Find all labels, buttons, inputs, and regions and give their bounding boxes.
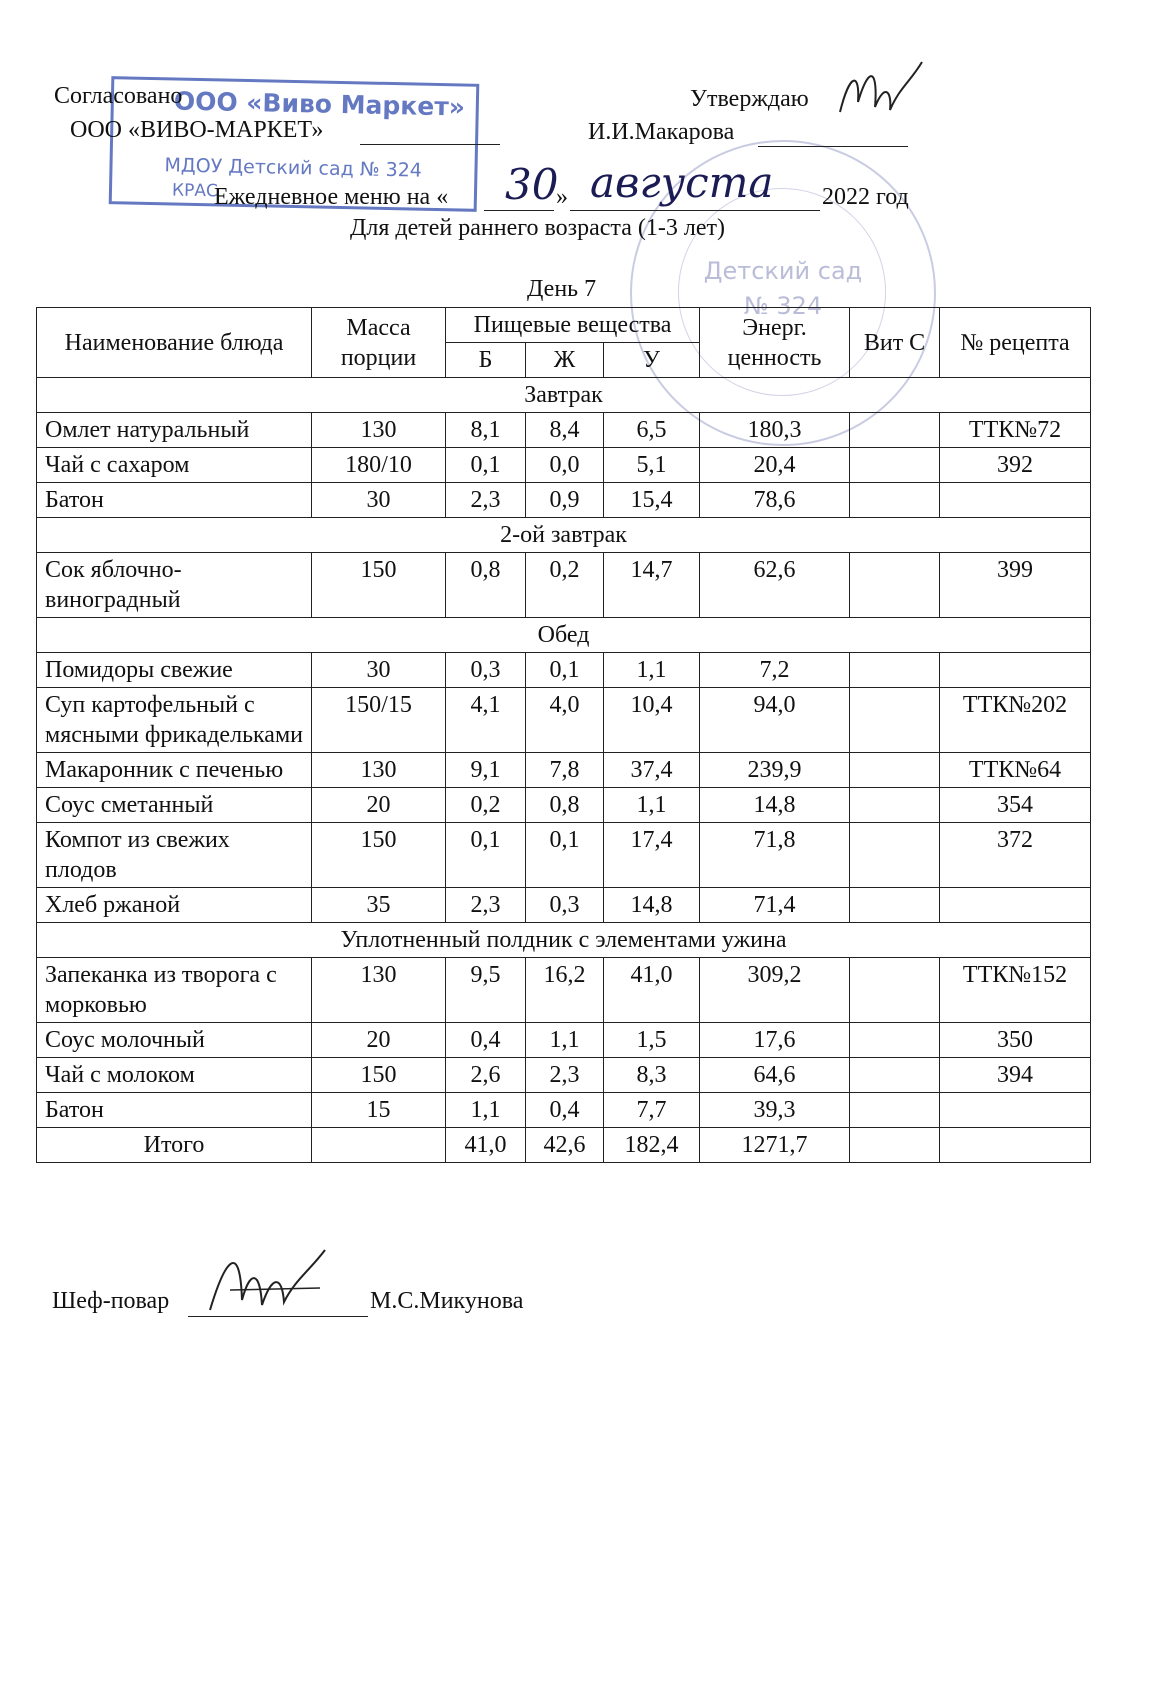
cell-zh: 0,1 xyxy=(526,823,604,888)
cell-u: 6,5 xyxy=(604,413,700,448)
menu-table xyxy=(36,307,1091,1163)
cell-name: Хлеб ржаной xyxy=(37,888,312,923)
cell-u: 8,3 xyxy=(604,1058,700,1093)
cell-b: 2,3 xyxy=(446,888,526,923)
stamp-line-2: МДОУ Детский сад № 324 xyxy=(164,154,423,182)
cell-vitc xyxy=(850,413,940,448)
cell-zh: 0,3 xyxy=(526,888,604,923)
cell-u: 1,1 xyxy=(604,653,700,688)
cell-b: 8,1 xyxy=(446,413,526,448)
cell-vitc xyxy=(850,688,940,753)
cell-name: Запеканка из творога с морковью xyxy=(37,958,312,1023)
cell-b: 0,1 xyxy=(446,823,526,888)
table-row xyxy=(37,688,1091,753)
chef-signature xyxy=(200,1230,330,1330)
cell-energy: 7,2 xyxy=(700,653,850,688)
cell-mass: 130 xyxy=(312,413,446,448)
table-row xyxy=(37,1058,1091,1093)
total-energy: 1271,7 xyxy=(700,1128,850,1163)
agreed-signature-line xyxy=(360,144,500,145)
table-row xyxy=(37,823,1091,888)
cell-recipe xyxy=(940,1093,1091,1128)
day-label: День 7 xyxy=(527,276,597,302)
header-b: Б xyxy=(446,343,526,378)
title-month-handwritten: августа xyxy=(590,158,774,207)
cell-energy: 78,6 xyxy=(700,483,850,518)
header-energy: Энерг. ценность xyxy=(700,308,850,378)
cell-zh: 2,3 xyxy=(526,1058,604,1093)
cell-u: 41,0 xyxy=(604,958,700,1023)
table-row xyxy=(37,958,1091,1023)
table-row xyxy=(37,1023,1091,1058)
cell-b: 1,1 xyxy=(446,1093,526,1128)
cell-vitc xyxy=(850,448,940,483)
menu-table-body xyxy=(37,378,1091,1163)
approve-signature xyxy=(830,52,930,132)
total-row xyxy=(37,1128,1091,1163)
cell-u: 17,4 xyxy=(604,823,700,888)
cell-recipe: 394 xyxy=(940,1058,1091,1093)
cell-name: Компот из свежих плодов xyxy=(37,823,312,888)
title-day-handwritten: 30 xyxy=(505,160,559,209)
section-title: 2-ой завтрак xyxy=(37,518,1091,553)
cell-mass: 150 xyxy=(312,823,446,888)
cell-zh: 1,1 xyxy=(526,1023,604,1058)
cell-b: 2,3 xyxy=(446,483,526,518)
table-row xyxy=(37,553,1091,618)
table-row xyxy=(37,788,1091,823)
cell-energy: 309,2 xyxy=(700,958,850,1023)
cell-u: 1,1 xyxy=(604,788,700,823)
title-year: 2022 год xyxy=(822,184,909,210)
cell-u: 14,8 xyxy=(604,888,700,923)
approve-label: Утверждаю xyxy=(690,86,809,112)
header-vitc: Вит С xyxy=(850,308,940,378)
cell-zh: 0,2 xyxy=(526,553,604,618)
table-row xyxy=(37,653,1091,688)
total-b: 41,0 xyxy=(446,1128,526,1163)
cell-zh: 0,8 xyxy=(526,788,604,823)
cell-energy: 71,4 xyxy=(700,888,850,923)
subtitle: Для детей раннего возраста (1-3 лет) xyxy=(350,215,725,241)
section-title: Обед xyxy=(37,618,1091,653)
cell-vitc xyxy=(850,1093,940,1128)
cell-name: Помидоры свежие xyxy=(37,653,312,688)
cell-b: 4,1 xyxy=(446,688,526,753)
cell-energy: 71,8 xyxy=(700,823,850,888)
cell-mass: 150 xyxy=(312,1058,446,1093)
cell-b: 0,8 xyxy=(446,553,526,618)
cell-u: 37,4 xyxy=(604,753,700,788)
chef-label: Шеф-повар xyxy=(52,1288,170,1314)
cell-recipe: 399 xyxy=(940,553,1091,618)
cell-mass: 20 xyxy=(312,788,446,823)
header-recipe: № рецепта xyxy=(940,308,1091,378)
cell-b: 9,1 xyxy=(446,753,526,788)
table-row xyxy=(37,448,1091,483)
cell-name: Батон xyxy=(37,483,312,518)
header-nutrients: Пищевые вещества xyxy=(446,308,700,343)
table-row xyxy=(37,1093,1091,1128)
cell-name: Чай с молоком xyxy=(37,1058,312,1093)
table-row xyxy=(37,483,1091,518)
cell-b: 0,1 xyxy=(446,448,526,483)
cell-vitc xyxy=(850,553,940,618)
total-zh: 42,6 xyxy=(526,1128,604,1163)
cell-vitc xyxy=(850,1023,940,1058)
cell-u: 5,1 xyxy=(604,448,700,483)
cell-zh: 0,4 xyxy=(526,1093,604,1128)
cell-name: Соус сметанный xyxy=(37,788,312,823)
cell-b: 2,6 xyxy=(446,1058,526,1093)
table-row xyxy=(37,888,1091,923)
section-row xyxy=(37,618,1091,653)
total-u: 182,4 xyxy=(604,1128,700,1163)
cell-b: 0,3 xyxy=(446,653,526,688)
cell-zh: 0,0 xyxy=(526,448,604,483)
header-name: Наименование блюда xyxy=(37,308,312,378)
title-mid: » xyxy=(556,184,568,210)
cell-energy: 17,6 xyxy=(700,1023,850,1058)
agreed-org: ООО «ВИВО-МАРКЕТ» xyxy=(70,117,324,143)
cell-zh: 0,9 xyxy=(526,483,604,518)
header-zh: Ж xyxy=(526,343,604,378)
cell-name: Чай с сахаром xyxy=(37,448,312,483)
approve-name: И.И.Макарова xyxy=(588,119,735,145)
title-month-line xyxy=(570,210,820,211)
total-mass xyxy=(312,1128,446,1163)
cell-u: 15,4 xyxy=(604,483,700,518)
cell-recipe xyxy=(940,483,1091,518)
cell-b: 0,2 xyxy=(446,788,526,823)
chef-name: М.С.Микунова xyxy=(370,1288,524,1314)
cell-mass: 150 xyxy=(312,553,446,618)
cell-vitc xyxy=(850,753,940,788)
cell-energy: 64,6 xyxy=(700,1058,850,1093)
table-row xyxy=(37,413,1091,448)
cell-name: Соус молочный xyxy=(37,1023,312,1058)
cell-recipe: 392 xyxy=(940,448,1091,483)
table-row xyxy=(37,753,1091,788)
approve-signature-line xyxy=(758,146,908,147)
cell-mass: 20 xyxy=(312,1023,446,1058)
round-stamp-line-2: № 324 xyxy=(743,292,823,320)
section-row xyxy=(37,378,1091,413)
section-title: Завтрак xyxy=(37,378,1091,413)
total-vitc xyxy=(850,1128,940,1163)
cell-energy: 39,3 xyxy=(700,1093,850,1128)
cell-b: 9,5 xyxy=(446,958,526,1023)
cell-recipe: ТТК№202 xyxy=(940,688,1091,753)
cell-mass: 30 xyxy=(312,653,446,688)
cell-mass: 180/10 xyxy=(312,448,446,483)
cell-energy: 20,4 xyxy=(700,448,850,483)
cell-recipe: ТТК№152 xyxy=(940,958,1091,1023)
total-label: Итого xyxy=(37,1128,312,1163)
cell-u: 14,7 xyxy=(604,553,700,618)
section-row xyxy=(37,923,1091,958)
header-u: У xyxy=(604,343,700,378)
cell-energy: 62,6 xyxy=(700,553,850,618)
cell-recipe xyxy=(940,888,1091,923)
cell-vitc xyxy=(850,958,940,1023)
cell-name: Суп картофельный с мясными фрикадельками xyxy=(37,688,312,753)
cell-u: 10,4 xyxy=(604,688,700,753)
cell-mass: 15 xyxy=(312,1093,446,1128)
round-stamp-line-1: Детский сад xyxy=(703,257,863,285)
section-row xyxy=(37,518,1091,553)
cell-energy: 14,8 xyxy=(700,788,850,823)
stamp-line-1: ООО «Виво Маркет» xyxy=(173,86,466,122)
cell-recipe: ТТК№72 xyxy=(940,413,1091,448)
cell-name: Макаронник с печенью xyxy=(37,753,312,788)
title-day-line xyxy=(484,210,554,211)
cell-name: Сок яблочно-виноградный xyxy=(37,553,312,618)
cell-u: 7,7 xyxy=(604,1093,700,1128)
cell-mass: 30 xyxy=(312,483,446,518)
stamp-line-3: КРАС xyxy=(171,180,219,202)
agreed-label: Согласовано xyxy=(54,83,183,109)
cell-name: Батон xyxy=(37,1093,312,1128)
cell-energy: 180,3 xyxy=(700,413,850,448)
cell-zh: 8,4 xyxy=(526,413,604,448)
cell-name: Омлет натуральный xyxy=(37,413,312,448)
cell-recipe xyxy=(940,653,1091,688)
cell-b: 0,4 xyxy=(446,1023,526,1058)
cell-zh: 0,1 xyxy=(526,653,604,688)
cell-vitc xyxy=(850,1058,940,1093)
section-title: Уплотненный полдник с элементами ужина xyxy=(37,923,1091,958)
title-prefix: Ежедневное меню на « xyxy=(214,184,449,210)
header-mass: Масса порции xyxy=(312,308,446,378)
cell-recipe: ТТК№64 xyxy=(940,753,1091,788)
cell-zh: 16,2 xyxy=(526,958,604,1023)
cell-energy: 239,9 xyxy=(700,753,850,788)
cell-mass: 150/15 xyxy=(312,688,446,753)
cell-recipe: 350 xyxy=(940,1023,1091,1058)
cell-vitc xyxy=(850,653,940,688)
cell-u: 1,5 xyxy=(604,1023,700,1058)
cell-mass: 130 xyxy=(312,958,446,1023)
cell-energy: 94,0 xyxy=(700,688,850,753)
cell-vitc xyxy=(850,888,940,923)
cell-vitc xyxy=(850,483,940,518)
cell-recipe: 354 xyxy=(940,788,1091,823)
cell-vitc xyxy=(850,823,940,888)
cell-zh: 7,8 xyxy=(526,753,604,788)
cell-vitc xyxy=(850,788,940,823)
cell-mass: 35 xyxy=(312,888,446,923)
cell-zh: 4,0 xyxy=(526,688,604,753)
total-recipe xyxy=(940,1128,1091,1163)
cell-recipe: 372 xyxy=(940,823,1091,888)
cell-mass: 130 xyxy=(312,753,446,788)
